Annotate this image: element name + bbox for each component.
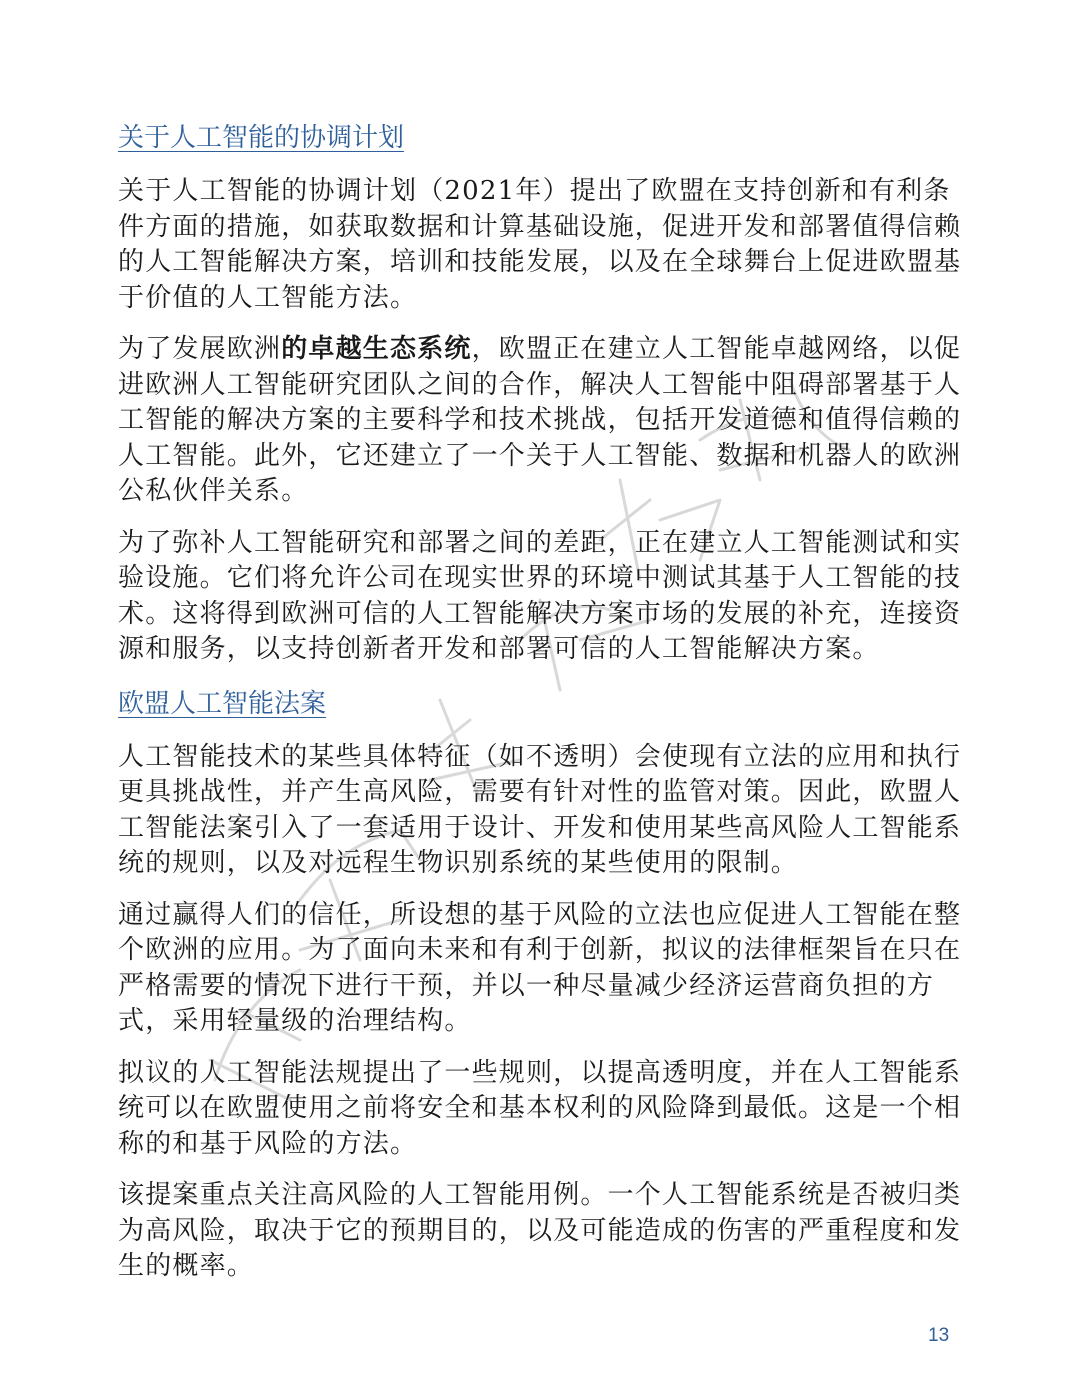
section-heading-link[interactable]: 欧盟人工智能法案 bbox=[118, 688, 327, 719]
section-coordinated-plan bbox=[118, 118, 968, 668]
paragraph bbox=[118, 332, 968, 510]
paragraph: 拟议的人工智能法规提出了一些规则，以提高透明度，并在人工智能系统可以在欧盟使用之前将安全和基本权利的风险降到最低。这是一个相称的和基于风险的方法。 bbox=[118, 1057, 962, 1159]
paragraph-text: 为了发展欧洲 bbox=[118, 334, 282, 364]
paragraph: 该提案重点关注高风险的人工智能用例。一个人工智能系统是否被归类为高风险，取决于它的预期目的，以及可能造成的伤害的严重程度和发生的概率。 bbox=[118, 1180, 962, 1281]
paragraph: 为了弥补人工智能研究和部署之间的差距，正在建立人工智能测试和实验设施。它们将允许公司在现实世界的环境中测试其基于人工智能的技术。这将得到欧洲可信的人工智能解决方案市场的发展的补充，连接资源和服务，以支持创新者开发和部署可信的人工智能解决方案。 bbox=[118, 527, 962, 664]
bold-phrase: 的卓越生态系统 bbox=[281, 334, 472, 364]
paragraph: 关于人工智能的协调计划（2021年）提出了欧盟在支持创新和有利条件方面的措施，如获取数据和计算基础设施，促进开发和部署值得信赖的人工智能解决方案，培训和技能发展，以及在全球舞台上促进欧盟基于价值的人工智能方法。 bbox=[118, 176, 962, 313]
paragraph-text: ，欧盟正在建立人工智能卓越网络，以促进欧洲人工智能研究团队之间的合作，解决人工智能中阻碍部署基于人工智能的解决方案的主要科学和技术挑战，包括开发道德和值得信赖的人工智能。此外，它还建立了一个关于人工智能、数据和机器人的欧洲公私伙伴关系。 bbox=[118, 334, 962, 506]
section-ai-act bbox=[118, 684, 968, 1285]
main-content bbox=[118, 118, 968, 1301]
section-heading-link[interactable]: 关于人工智能的协调计划 bbox=[118, 123, 405, 153]
paragraph: 人工智能技术的某些具体特征（如不透明）会使现有立法的应用和执行更具挑战性，并产生高风险，需要有针对性的监管对策。因此，欧盟人工智能法案引入了一套适用于设计、开发和使用某些高风险人工智能系统的规则，以及对远程生物识别系统的某些使用的限制。 bbox=[118, 741, 962, 878]
page-number: 13 bbox=[928, 1325, 950, 1346]
paragraph: 通过赢得人们的信任，所设想的基于风险的立法也应促进人工智能在整个欧洲的应用。为了面向未来和有利于创新，拟议的法律框架旨在只在严格需要的情况下进行干预，并以一种尽量减少经济运营商负担的方式，采用轻量级的治理结构。 bbox=[118, 899, 962, 1036]
